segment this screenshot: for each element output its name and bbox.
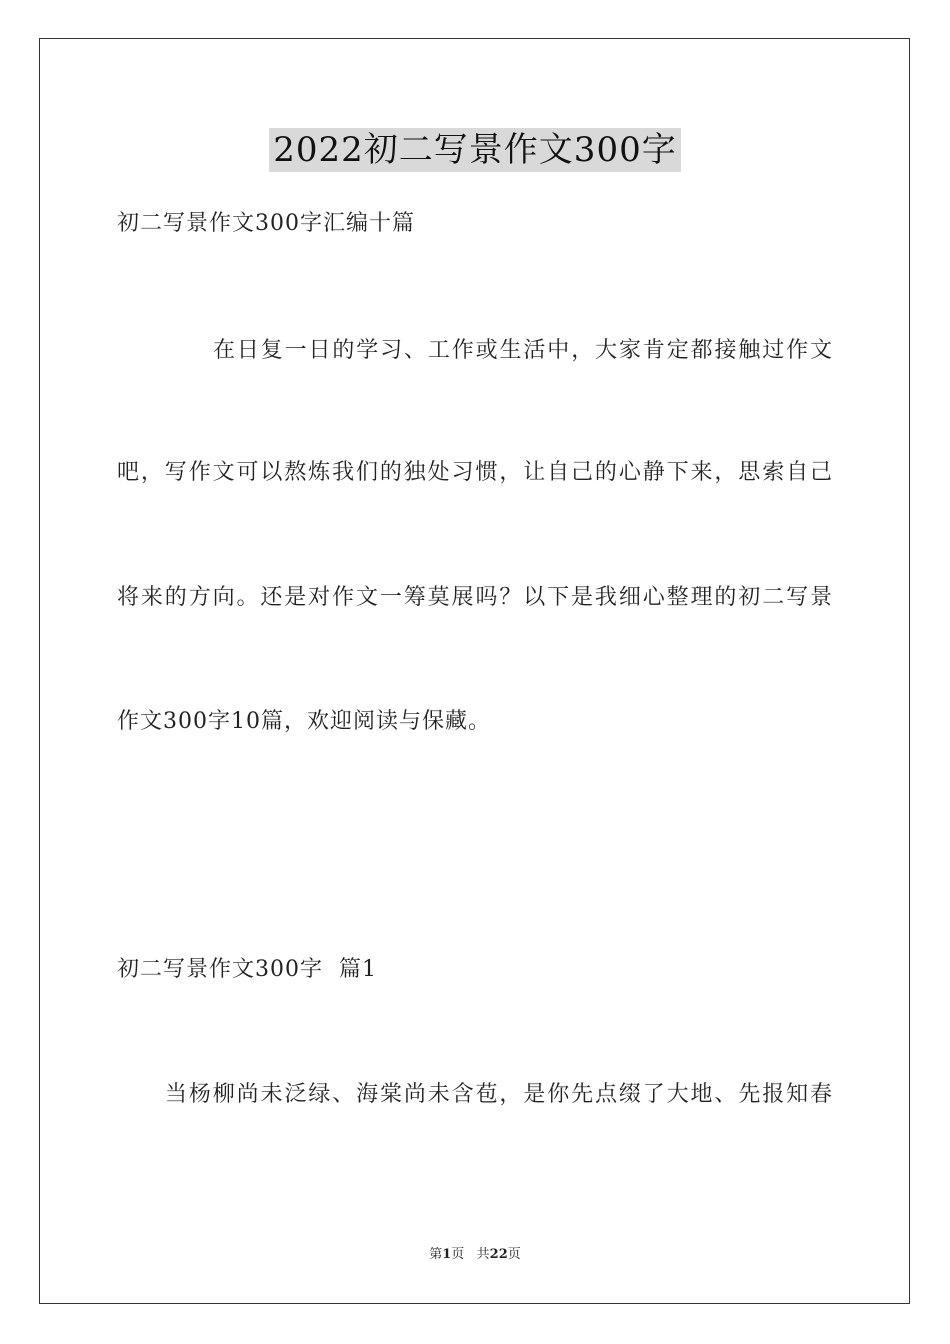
document-title-text: 2022初二写景作文300字 xyxy=(269,128,680,172)
footer-current-page: 1 xyxy=(442,1247,452,1262)
document-subtitle: 初二写景作文300字汇编十篇 xyxy=(117,211,415,236)
footer-total-pages: 22 xyxy=(489,1247,508,1262)
footer-suffix: 页 xyxy=(507,1247,521,1262)
section-first-line: 当杨柳尚未泛绿、海棠尚未含苞，是你先点缀了大地、先报知春 xyxy=(165,1082,833,1107)
intro-line-3: 将来的方向。还是对作文一筹莫展吗？以下是我细心整理的初二写景 xyxy=(117,585,833,610)
section-heading: 初二写景作文300字 篇1 xyxy=(117,957,377,982)
intro-line-2: 吧，写作文可以熬炼我们的独处习惯，让自己的心静下来，思索自己 xyxy=(117,460,833,485)
page-footer xyxy=(0,1246,950,1264)
footer-prefix: 第 xyxy=(429,1247,443,1262)
intro-line-1: 在日复一日的学习、工作或生活中，大家肯定都接触过作文 xyxy=(213,338,833,363)
footer-middle: 页 共 xyxy=(451,1247,490,1262)
intro-line-4: 作文300字10篇，欢迎阅读与保藏。 xyxy=(117,709,491,734)
document-title xyxy=(0,128,950,172)
